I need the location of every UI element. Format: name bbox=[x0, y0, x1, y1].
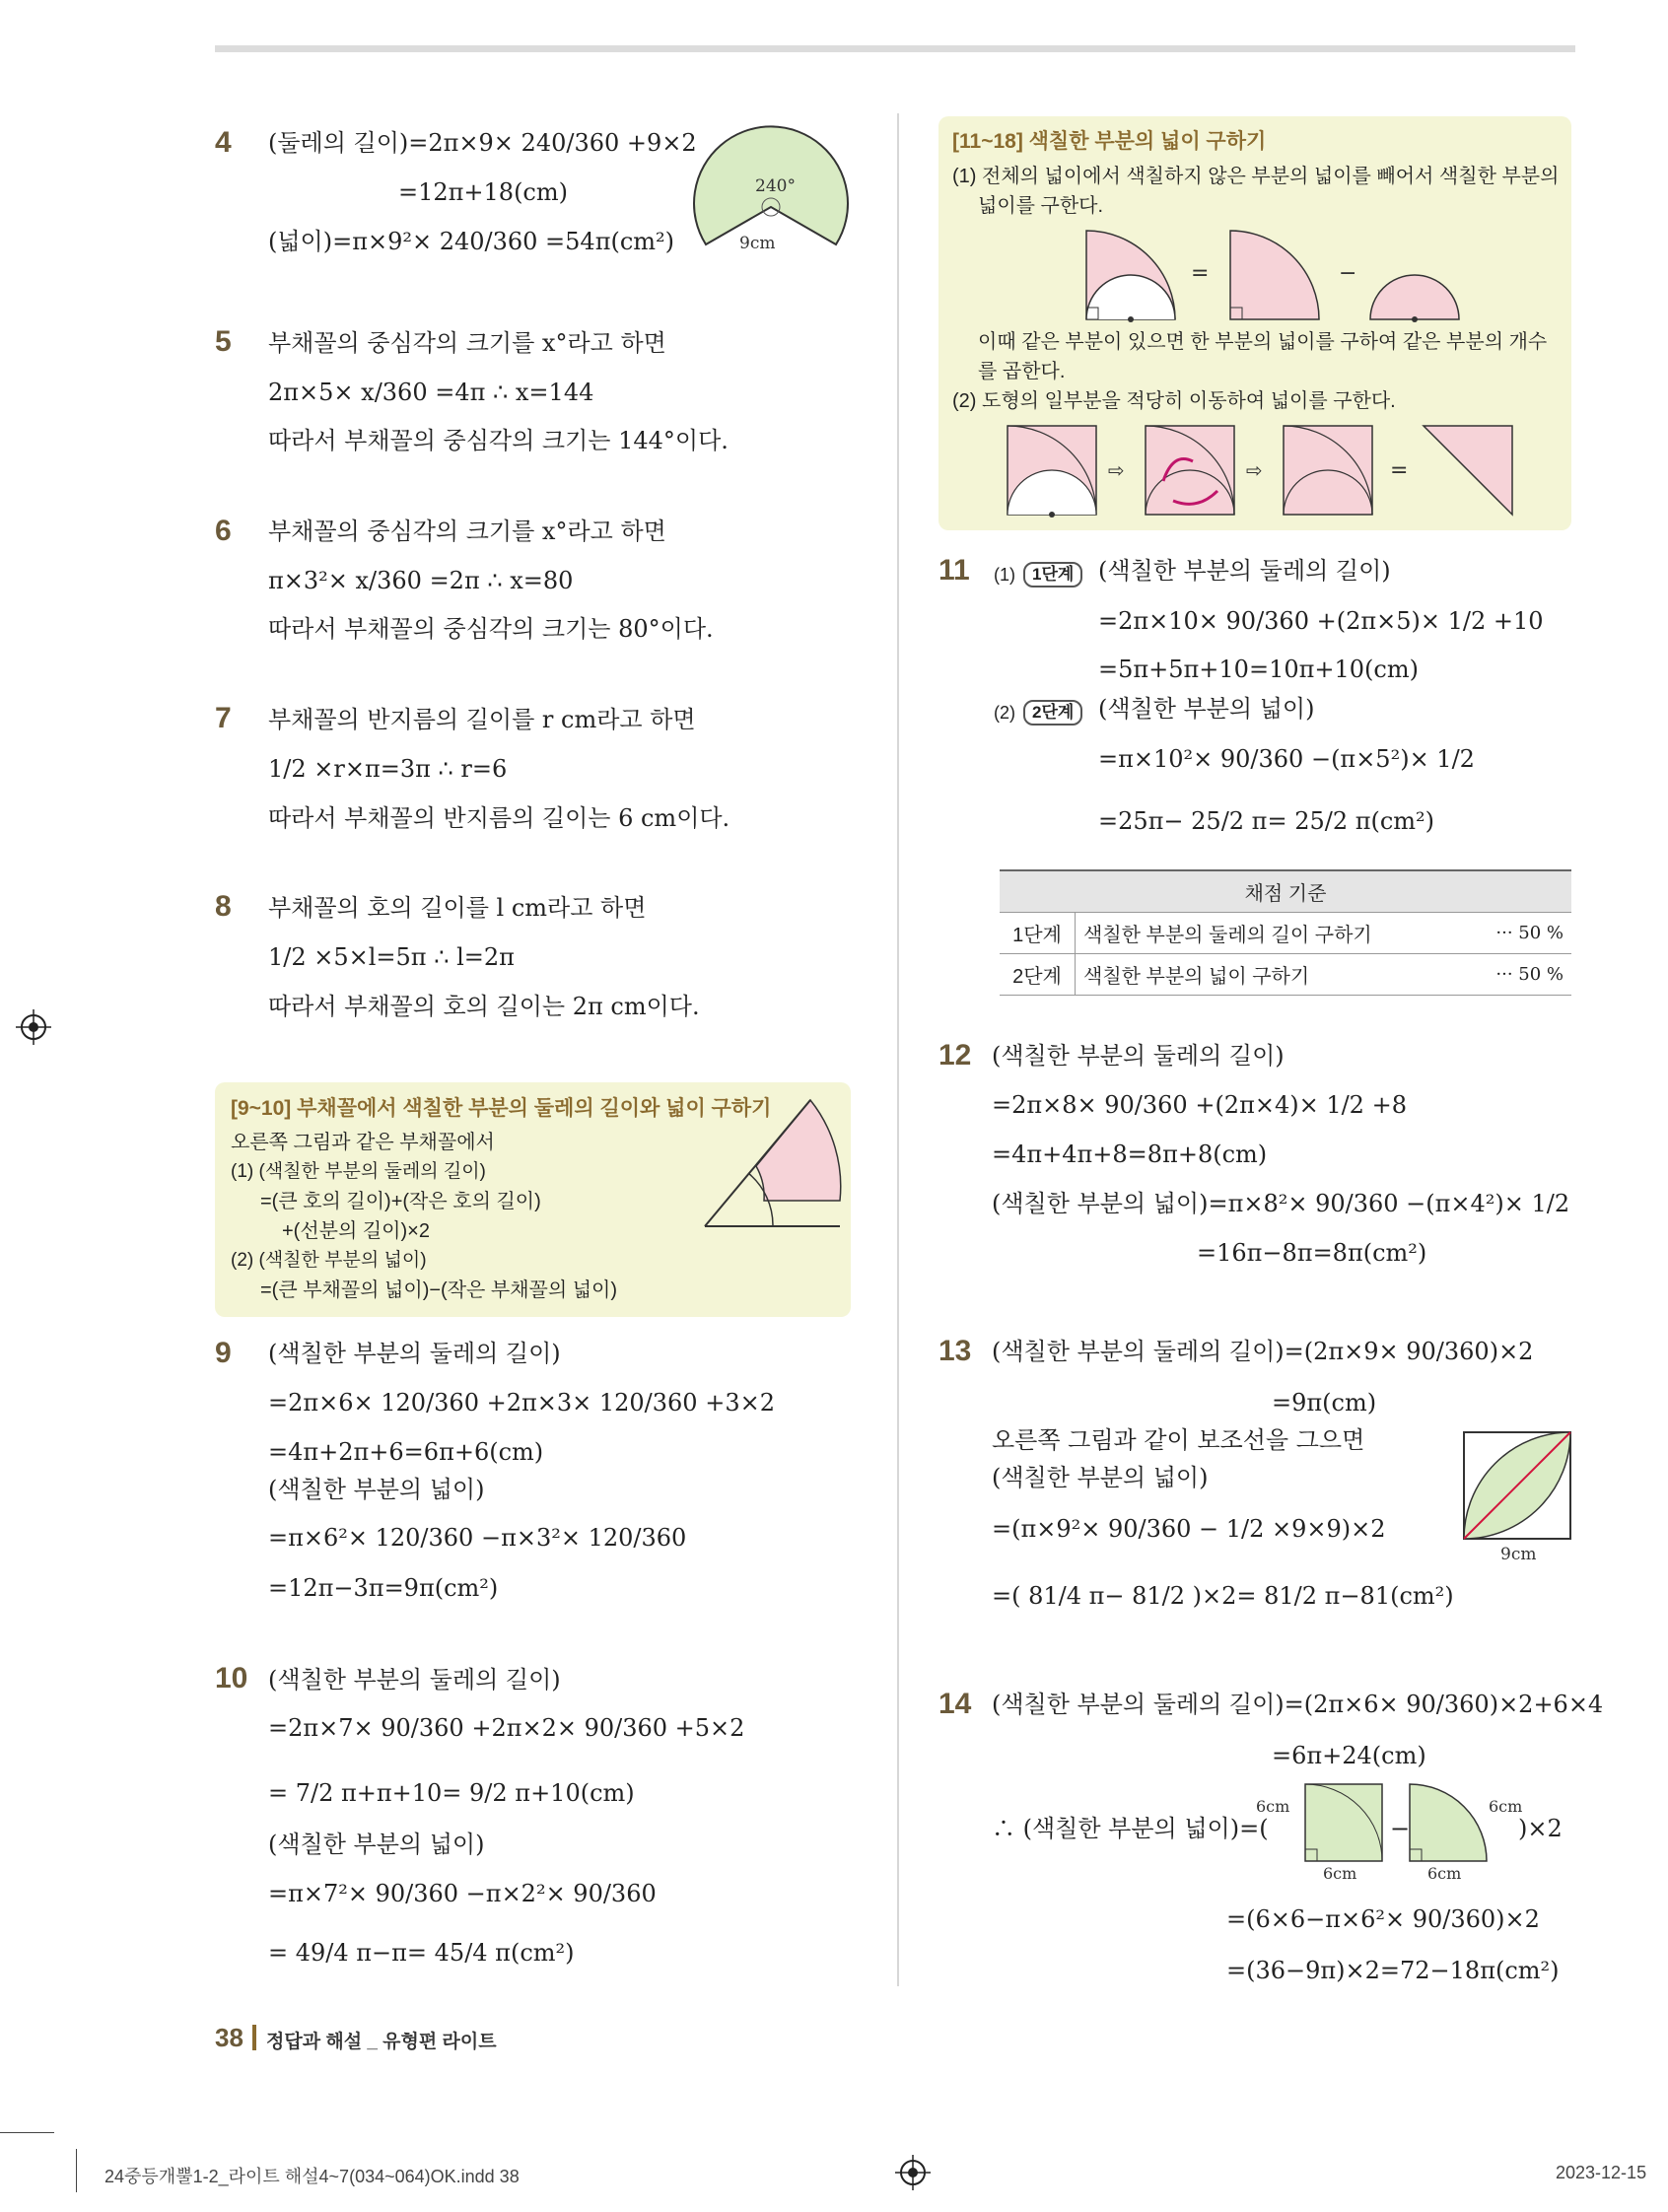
subtraction-diagram bbox=[1084, 225, 1538, 323]
problem-13-line-4: (색칠한 부분의 넓이) bbox=[992, 1464, 1209, 1491]
problem-13-line-6: =( 81/4 π− 81/2 )×2= 81/2 π−81(cm²) bbox=[992, 1582, 1454, 1610]
quarter-radius-label-bottom: 6cm bbox=[1427, 1864, 1462, 1883]
page-number-separator bbox=[252, 2025, 256, 2050]
tip-box-9-10-line-5: (2) (색칠한 부분의 넓이) bbox=[231, 1250, 427, 1271]
scoring-step: 1단계 bbox=[1000, 913, 1076, 954]
problem-14-line-1: (색칠한 부분의 둘레의 길이)=(2π×6× 90/360)×2+6×4 bbox=[992, 1691, 1604, 1718]
problem-7-number: 7 bbox=[215, 702, 232, 734]
problem-7-line-2: 1/2 ×r×π=3π ∴ r=6 bbox=[268, 755, 508, 783]
problem-11-step2-badge: 2단계 bbox=[1023, 700, 1082, 726]
page-number: 38 bbox=[215, 2023, 243, 2052]
problem-13-number: 13 bbox=[938, 1335, 972, 1367]
problem-14-line-2: =6π+24(cm) bbox=[1272, 1742, 1426, 1769]
square-side-label-left: 6cm bbox=[1256, 1797, 1290, 1816]
problem-10-line-1: (색칠한 부분의 둘레의 길이) bbox=[268, 1666, 561, 1694]
tip-box-9-10-line-3: =(큰 호의 길이)+(작은 호의 길이) bbox=[260, 1191, 541, 1212]
problem-5-line-3: 따라서 부채꼴의 중심각의 크기는 144°이다. bbox=[268, 427, 729, 454]
tip-box-11-18-line-5: (2) 도형의 일부분을 적당히 이동하여 넓이를 구한다. bbox=[952, 390, 1396, 412]
move-step-1-shape bbox=[1008, 426, 1096, 518]
tip-box-11-18-line-3: 이때 같은 부분이 있으면 한 부분의 넓이를 구하여 같은 부분의 개수 bbox=[978, 331, 1548, 353]
footer-filename: 24중등개뿔1-2_라이트 해설4~7(034~064)OK.indd 38 bbox=[104, 2167, 520, 2186]
problem-11-line-4: (색칠한 부분의 넓이) bbox=[1098, 695, 1315, 723]
triangle-result-shape bbox=[1424, 426, 1512, 515]
problem-4-line-3: (넓이)=π×9²× 240/360 =54π(cm²) bbox=[268, 228, 675, 255]
quarter-minus-semicircle-shape bbox=[1086, 231, 1175, 322]
equals-sign: = bbox=[1191, 261, 1210, 286]
sector-240-angle-label: 240° bbox=[755, 176, 796, 196]
problem-10-line-5: =π×7²× 90/360 −π×2²× 90/360 bbox=[268, 1880, 657, 1907]
registration-mark-left bbox=[14, 1007, 53, 1047]
column-divider bbox=[897, 113, 899, 1986]
problem-12-number: 12 bbox=[938, 1039, 972, 1071]
problem-14-line-4: =(6×6−π×6²× 90/360)×2 bbox=[1226, 1905, 1540, 1933]
scoring-table-header: 채점 기준 bbox=[1000, 870, 1571, 913]
problem-9-number: 9 bbox=[215, 1337, 232, 1369]
sector-240-figure bbox=[690, 128, 858, 256]
problem-11-line-1: (색칠한 부분의 둘레의 길이) bbox=[1098, 557, 1391, 585]
problem-8-line-3: 따라서 부채꼴의 호의 길이는 2π cm이다. bbox=[268, 993, 700, 1020]
top-rule bbox=[215, 45, 1575, 52]
problem-8-line-2: 1/2 ×5×l=5π ∴ l=2π bbox=[268, 943, 515, 971]
leaf-shape-side-label: 9cm bbox=[1500, 1545, 1537, 1564]
scoring-desc: 색칠한 부분의 넓이 구하기 bbox=[1076, 954, 1468, 996]
tip-box-11-18-line-2: 넓이를 구한다. bbox=[978, 195, 1104, 217]
problem-7-line-3: 따라서 부채꼴의 반지름의 길이는 6 cm이다. bbox=[268, 804, 730, 832]
tip-box-9-10-line-4: +(선분의 길이)×2 bbox=[282, 1220, 430, 1242]
problem-14-number: 14 bbox=[938, 1688, 972, 1720]
problem-11-number: 11 bbox=[938, 554, 970, 587]
problem-8-line-1: 부채꼴의 호의 길이를 l cm라고 하면 bbox=[268, 894, 647, 922]
problem-11-step1-label: (1) bbox=[994, 565, 1015, 585]
problem-9-line-5: =π×6²× 120/360 −π×3²× 120/360 bbox=[268, 1524, 687, 1552]
tip-box-9-10-title: [9~10] 부채꼴에서 색칠한 부분의 둘레의 길이와 넓이 구하기 bbox=[231, 1097, 772, 1120]
sector-240-radius-label: 9cm bbox=[739, 234, 776, 253]
annulus-sector-figure bbox=[702, 1094, 850, 1232]
registration-mark-bottom bbox=[893, 2153, 933, 2192]
scoring-pct: ··· 50 % bbox=[1467, 954, 1571, 996]
tip-box-11-18-line-4: 를 곱한다. bbox=[978, 361, 1066, 382]
problem-10-line-2: =2π×7× 90/360 +2π×2× 90/360 +5×2 bbox=[268, 1714, 745, 1742]
problem-9-line-6: =12π−3π=9π(cm²) bbox=[268, 1574, 499, 1602]
problem-12-line-4: (색칠한 부분의 넓이)=π×8²× 90/360 −(π×4²)× 1/2 bbox=[992, 1190, 1570, 1217]
problem-9-line-3: =4π+2π+6=6π+6(cm) bbox=[268, 1438, 544, 1466]
problem-6-line-1: 부채꼴의 중심각의 크기를 x°라고 하면 bbox=[268, 518, 666, 545]
crop-mark-v bbox=[76, 2149, 77, 2192]
problem-10-line-4: (색칠한 부분의 넓이) bbox=[268, 1831, 485, 1858]
problem-5-line-2: 2π×5× x/360 =4π ∴ x=144 bbox=[268, 379, 594, 406]
problem-14-times-2: )×2 bbox=[1518, 1815, 1563, 1842]
problem-5-number: 5 bbox=[215, 325, 232, 358]
problem-11-line-2: =2π×10× 90/360 +(2π×5)× 1/2 +10 bbox=[1098, 607, 1544, 635]
problem-4-line-2: =12π+18(cm) bbox=[398, 178, 568, 206]
arrow-1: ⇨ bbox=[1108, 458, 1125, 482]
scoring-row bbox=[1000, 954, 1571, 996]
problem-11-line-6: =25π− 25/2 π= 25/2 π(cm²) bbox=[1098, 807, 1435, 835]
problem-7-line-1: 부채꼴의 반지름의 길이를 r cm라고 하면 bbox=[268, 706, 696, 733]
problem-5-line-1: 부채꼴의 중심각의 크기를 x°라고 하면 bbox=[268, 329, 666, 357]
problem-13-line-5: =(π×9²× 90/360 − 1/2 ×9×9)×2 bbox=[992, 1515, 1386, 1543]
crop-mark-h bbox=[0, 2132, 54, 2133]
equals-sign-2: = bbox=[1390, 458, 1409, 483]
problem-11-step1-badge: 1단계 bbox=[1023, 562, 1082, 588]
problem-12-line-2: =2π×8× 90/360 +(2π×4)× 1/2 +8 bbox=[992, 1091, 1407, 1119]
leaf-shape-figure bbox=[1459, 1427, 1577, 1565]
quarter-radius-label-side: 6cm bbox=[1489, 1797, 1523, 1816]
problem-9-line-2: =2π×6× 120/360 +2π×3× 120/360 +3×2 bbox=[268, 1389, 775, 1417]
tip-box-9-10-line-2: (1) (색칠한 부분의 둘레의 길이) bbox=[231, 1161, 486, 1182]
scoring-table bbox=[1000, 869, 1571, 996]
square-side-label-bottom: 6cm bbox=[1323, 1864, 1357, 1883]
problem-11-step2-label: (2) bbox=[994, 703, 1015, 723]
problem-14-minus: − bbox=[1390, 1815, 1411, 1842]
move-step-3-shape bbox=[1284, 426, 1372, 515]
semicircle-shape bbox=[1370, 275, 1459, 322]
problem-4-number: 4 bbox=[215, 126, 232, 159]
problem-11-line-3: =5π+5π+10=10π+10(cm) bbox=[1098, 656, 1419, 683]
footer-date: 2023-12-15 bbox=[1556, 2163, 1647, 2182]
problem-13-line-1: (색칠한 부분의 둘레의 길이)=(2π×9× 90/360)×2 bbox=[992, 1338, 1534, 1365]
arrow-2: ⇨ bbox=[1246, 458, 1263, 482]
minus-sign: − bbox=[1339, 261, 1357, 286]
problem-11-line-5: =π×10²× 90/360 −(π×5²)× 1/2 bbox=[1098, 745, 1475, 773]
square-minus-quarter-figure bbox=[1254, 1774, 1523, 1883]
book-title: 정답과 해설 _ 유형편 라이트 bbox=[266, 2032, 497, 2052]
tip-box-9-10-line-6: =(큰 부채꼴의 넓이)−(작은 부채꼴의 넓이) bbox=[260, 1279, 618, 1301]
problem-13-line-2: =9π(cm) bbox=[1272, 1389, 1377, 1417]
move-step-2-shape bbox=[1146, 426, 1234, 515]
problem-13-line-3: 오른쪽 그림과 같이 보조선을 그으면 bbox=[992, 1426, 1365, 1454]
problem-4-line-1: (둘레의 길이)=2π×9× 240/360 +9×2 bbox=[268, 129, 697, 157]
problem-10-number: 10 bbox=[215, 1662, 248, 1694]
quarter-circle-shape bbox=[1230, 231, 1319, 319]
move-parts-diagram bbox=[1006, 422, 1538, 520]
tip-box-11-18-line-1: (1) 전체의 넓이에서 색칠하지 않은 부분의 넓이를 빼어서 색칠한 부분의 bbox=[952, 166, 1560, 187]
scoring-row bbox=[1000, 913, 1571, 954]
problem-12-line-5: =16π−8π=8π(cm²) bbox=[1197, 1239, 1427, 1267]
problem-6-number: 6 bbox=[215, 515, 232, 547]
problem-10-line-3: = 7/2 π+π+10= 9/2 π+10(cm) bbox=[268, 1779, 635, 1807]
problem-14-line-5: =(36−9π)×2=72−18π(cm²) bbox=[1226, 1957, 1560, 1984]
tip-box-11-18-title: [11~18] 색칠한 부분의 넓이 구하기 bbox=[952, 130, 1267, 153]
tip-box-9-10-line-1: 오른쪽 그림과 같은 부채꼴에서 bbox=[231, 1132, 495, 1153]
problem-6-line-2: π×3²× x/360 =2π ∴ x=80 bbox=[268, 567, 574, 594]
scoring-step: 2단계 bbox=[1000, 954, 1076, 996]
problem-9-line-4: (색칠한 부분의 넓이) bbox=[268, 1476, 485, 1503]
problem-12-line-3: =4π+4π+8=8π+8(cm) bbox=[992, 1141, 1268, 1168]
problem-8-number: 8 bbox=[215, 890, 232, 923]
problem-10-line-6: = 49/4 π−π= 45/4 π(cm²) bbox=[268, 1939, 575, 1967]
scoring-desc: 색칠한 부분의 둘레의 길이 구하기 bbox=[1076, 913, 1468, 954]
problem-9-line-1: (색칠한 부분의 둘레의 길이) bbox=[268, 1340, 561, 1367]
scoring-pct: ··· 50 % bbox=[1467, 913, 1571, 954]
problem-6-line-3: 따라서 부채꼴의 중심각의 크기는 80°이다. bbox=[268, 615, 714, 643]
problem-12-line-1: (색칠한 부분의 둘레의 길이) bbox=[992, 1042, 1285, 1070]
problem-14-line-3: ∴ (색칠한 부분의 넓이)=( bbox=[992, 1815, 1269, 1842]
